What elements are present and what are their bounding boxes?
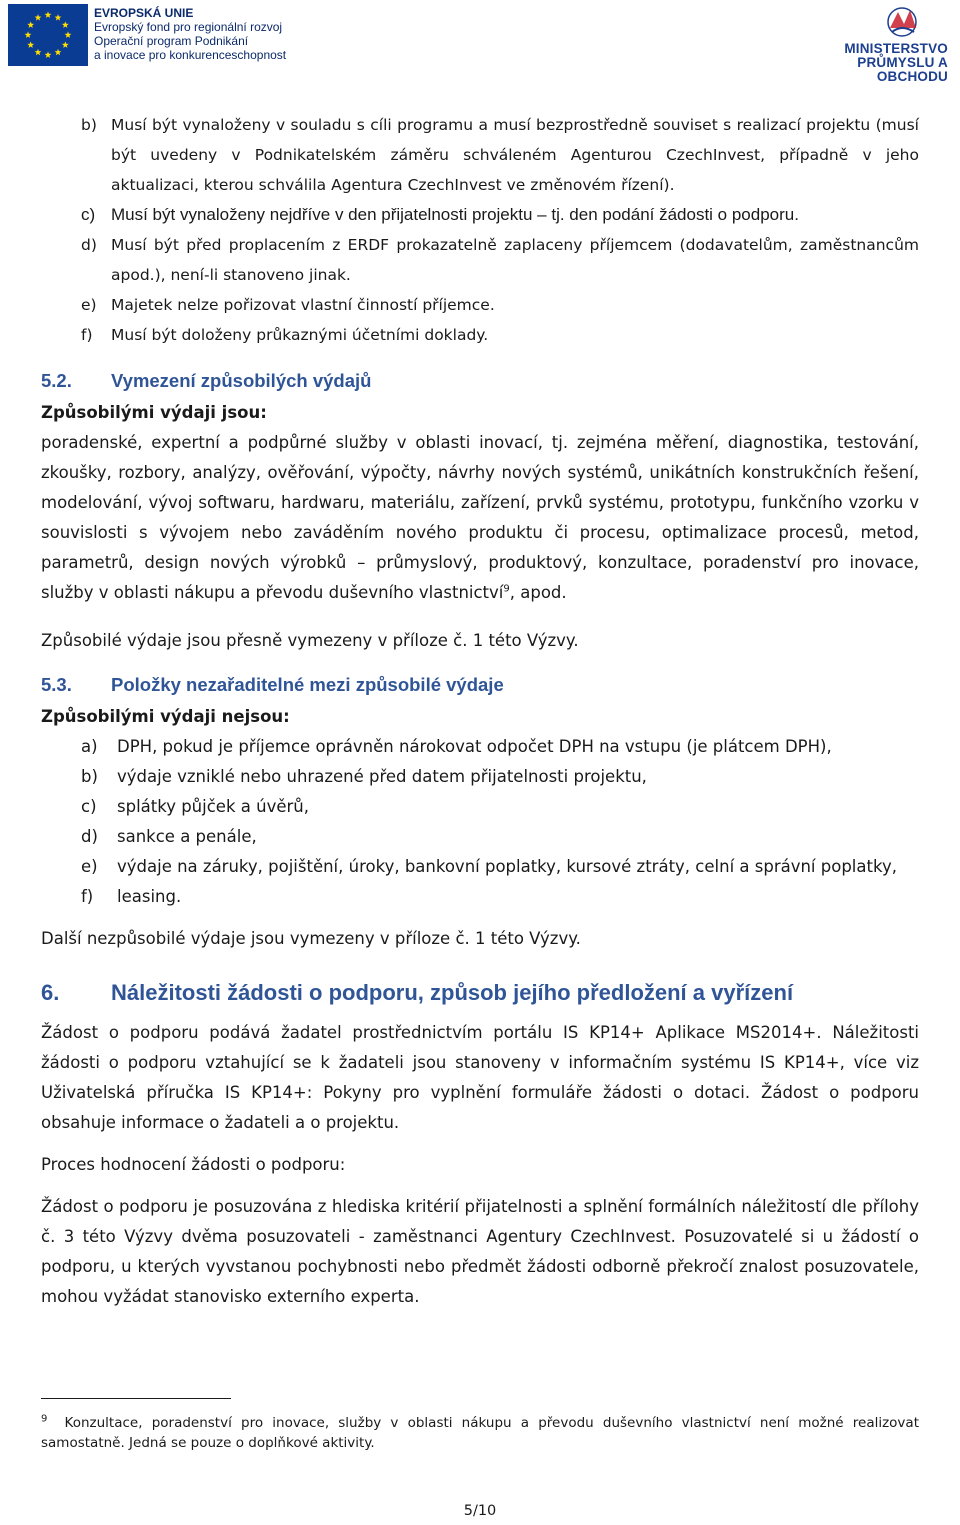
section-number: 6.: [41, 980, 60, 1005]
eu-line-1: EVROPSKÁ UNIE: [94, 6, 194, 20]
eu-star-icon: [35, 14, 42, 21]
section-title: Položky nezařaditelné mezi způsobilé výdaje: [111, 674, 504, 695]
footnote-mark: 9: [41, 1413, 48, 1425]
section-heading-5-3: [41, 670, 919, 700]
list-item: [41, 882, 919, 912]
paragraph: Žádost o podporu podává žadatel prostřednictvím portálu IS KP14+ Aplikace MS2014+. Náležitosti žádosti o podporu vztahující se k žadateli jsou stanoveny v informačním systému IS KP14+, více viz Uživatelská příručka IS KP14+: Pokyny pro vyplnění formuláře žádosti o dotaci. Žádost o podporu obsahuje informace o žadateli a o projektu.: [41, 1023, 919, 1132]
list-marker: e): [81, 296, 97, 314]
list-marker: f): [81, 326, 93, 344]
list-item: [41, 320, 919, 350]
paragraph: Další nezpůsobilé výdaje jsou vymezeny v příloze č. 1 této Výzvy.: [41, 929, 581, 948]
list-item: [41, 792, 919, 822]
eu-star-icon: [55, 49, 62, 56]
paragraph: Způsobilé výdaje jsou přesně vymezeny v příloze č. 1 této Výzvy.: [41, 631, 579, 650]
eu-line-3: Operační program Podnikání: [94, 34, 249, 48]
paragraph-text: poradenské, expertní a podpůrné služby v oblasti inovací, tj. zejména měření, diagnostika, testování, zkoušky, rozbory, analýzy, ověřování, výpočty, návrhy nových systémů, unikátních konstrukčních řešení, modelování, vývoj softwaru, hardwaru, materiálu, zařízení, prvků systému, prototypu, funkčního vzorku v souvislosti s vývojem nebo zaváděním nového produktu či procesu, optimalizace procesů, metod, parametrů, design nových výrobků – průmyslový, produktový, konzultace, poradenství pro inovace, služby v oblasti nákupu a převodu duševního vlastnictví: [41, 433, 919, 602]
list-text: Musí být vynaloženy nejdříve v den přijatelnosti projektu – tj. den podání žádosti o podporu.: [111, 205, 799, 224]
eu-star-icon: [62, 41, 69, 48]
eu-star-icon: [35, 49, 42, 56]
section-title: Vymezení způsobilých výdajů: [111, 370, 372, 391]
section-number: 5.2.: [41, 370, 72, 391]
list-marker: b): [81, 767, 98, 786]
mpo-emblem-icon: [794, 2, 954, 42]
list-item: [41, 852, 919, 882]
list-text: splátky půjček a úvěrů,: [117, 797, 309, 816]
list-marker: f): [81, 887, 94, 906]
eu-star-icon: [27, 21, 34, 28]
paragraph-end: , apod.: [509, 583, 567, 602]
list-marker: c): [81, 797, 97, 816]
eu-star-icon: [25, 31, 32, 38]
eu-flag-icon: [8, 4, 88, 66]
list-marker: d): [81, 827, 98, 846]
eu-star-icon: [27, 41, 34, 48]
list-text: DPH, pokud je příjemce oprávněn nárokovat odpočet DPH na vstupu (je plátcem DPH),: [117, 737, 832, 756]
list-text: Musí být vynaloženy v souladu s cíli programu a musí bezprostředně souviset s realizací projektu (musí být uvedeny v Podnikatelském záměru schváleném Agenturou CzechInvest, případně v jeho aktualizaci, kterou schválila Agentura CzechInvest ve změnovém řízení).: [111, 116, 919, 194]
mpo-logo-text: [794, 42, 948, 84]
list-marker: c): [81, 205, 96, 224]
list-marker: a): [81, 737, 98, 756]
paragraph: Proces hodnocení žádosti o podporu:: [41, 1155, 346, 1174]
eu-line-2: Evropský fond pro regionální rozvoj: [94, 20, 283, 34]
list-text: výdaje vzniklé nebo uhrazené před datem přijatelnosti projektu,: [117, 767, 647, 786]
list-text: Musí být doloženy průkaznými účetními doklady.: [111, 326, 489, 344]
list-marker: b): [81, 116, 97, 134]
eu-star-icon: [55, 14, 62, 21]
section-number: 5.3.: [41, 674, 72, 695]
document-body: [41, 110, 919, 1312]
footnote-ref: 9: [503, 583, 510, 595]
eu-logo-text: [94, 6, 286, 62]
list-text: leasing.: [117, 887, 182, 906]
section-heading-5-2: [41, 366, 919, 396]
eu-star-icon: [45, 51, 52, 58]
section-subtitle: Způsobilými výdaji jsou:: [41, 403, 267, 422]
eu-logo: [8, 4, 286, 66]
list-item: [41, 230, 919, 290]
list-marker: e): [81, 857, 98, 876]
list-item: [41, 762, 919, 792]
section-subtitle: Způsobilými výdaji nejsou:: [41, 707, 290, 726]
list-text: výdaje na záruky, pojištění, úroky, bankovní poplatky, kursové ztráty, celní a správní poplatky,: [117, 857, 897, 876]
eu-star-icon: [65, 31, 72, 38]
list-item: [41, 110, 919, 200]
list-text: Musí být před proplacením z ERDF prokazatelně zaplaceny příjemcem (dodavatelům, zaměstnancům apod.), není-li stanoveno jinak.: [111, 236, 919, 284]
eu-star-icon: [62, 21, 69, 28]
list-marker: d): [81, 236, 97, 254]
eu-line-4: a inovace pro konkurenceschopnost: [94, 48, 287, 62]
footnote-divider: [41, 1398, 231, 1399]
paragraph: Žádost o podporu je posuzována z hlediska kritérií přijatelnosti a splnění formálních náležitostí dle přílohy č. 3 této Výzvy dvěma posuzovateli - zaměstnanci Agentury CzechInvest. Posuzovatelé si u žádostí o podporu, u kterých vyvstanou pochybnosti nebo předmět žádosti odborně překročí znalost posuzovatele, mohou vyžádat stanovisko externího experta.: [41, 1197, 919, 1306]
eu-star-icon: [45, 11, 52, 18]
list-text: sankce a penále,: [117, 827, 257, 846]
footnote: [41, 1413, 919, 1453]
section-title: Náležitosti žádosti o podporu, způsob jejího předložení a vyřízení: [111, 980, 794, 1005]
page-number: 5/10: [463, 1503, 497, 1519]
footnote-text: Konzultace, poradenství pro inovace, služby v oblasti nákupu a převodu duševního vlastnictví není možné realizovat samostatně. Jedná se pouze o doplňkové aktivity.: [41, 1415, 919, 1451]
list-item: [41, 732, 919, 762]
mpo-line-1: MINISTERSTVO: [844, 41, 948, 56]
list-text: Majetek nelze pořizovat vlastní činností příjemce.: [111, 296, 495, 314]
list-item: [41, 200, 919, 230]
mpo-logo: [794, 2, 954, 84]
mpo-line-2: PRŮMYSLU A OBCHODU: [857, 55, 948, 84]
section-heading-6: [41, 976, 919, 1010]
list-item: [41, 290, 919, 320]
paragraph: [41, 428, 919, 608]
list-item: [41, 822, 919, 852]
